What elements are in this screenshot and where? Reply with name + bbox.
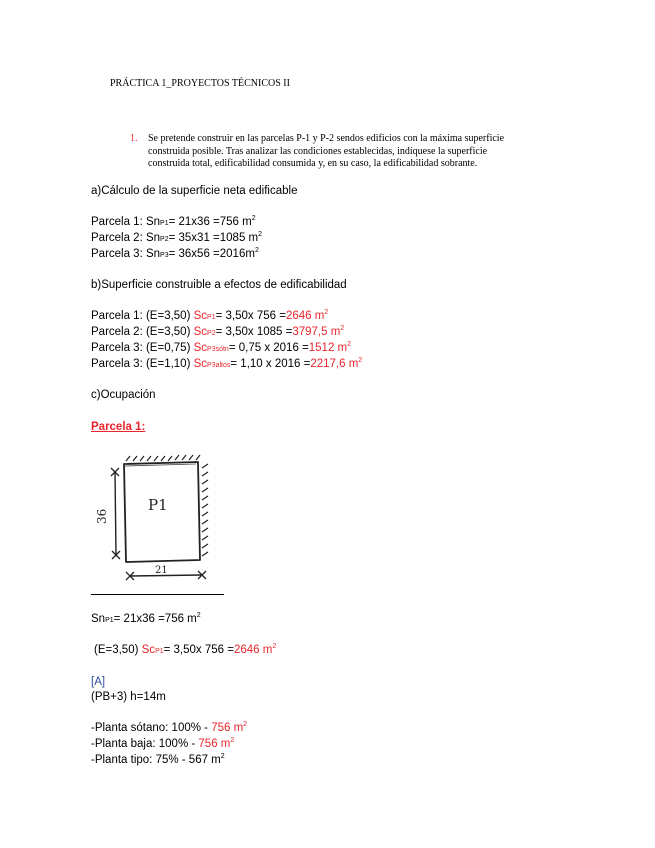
- floor-sup: 2: [220, 753, 225, 761]
- row-sc: Sc: [193, 326, 208, 338]
- section-b-row-1: [91, 310, 328, 322]
- row-expr: = 1,10 x 2016 =: [230, 358, 311, 370]
- section-a-row-2: [91, 232, 262, 244]
- floor-label: -Planta tipo: 75% - 567 m: [91, 754, 221, 766]
- row-label: Parcela 2: (E=3,50): [91, 326, 191, 338]
- row-sub: P3: [160, 252, 169, 259]
- section-c-heading: c)Ocupación: [91, 389, 156, 401]
- tag-a: [A]: [91, 676, 106, 688]
- question-text: [148, 133, 504, 171]
- floor-value: 756 m: [211, 722, 244, 734]
- row-label: Parcela 2: Sn: [91, 232, 161, 244]
- row-sc: Sc: [193, 310, 208, 322]
- row-result: 2646 m: [285, 310, 325, 322]
- sn-sub: P1: [105, 617, 114, 624]
- row-label: Parcela 3: Sn: [91, 248, 161, 260]
- sc-expr: = 3,50x 756 =: [163, 644, 234, 656]
- row-label: Parcela 1: Sn: [91, 216, 161, 228]
- floor-label: -Planta sótano: 100% -: [91, 722, 212, 734]
- row-sub: P2: [207, 330, 216, 337]
- row-sub: P1: [207, 314, 216, 321]
- sc-sub: P1: [155, 648, 164, 655]
- parcela1-heading: Parcela 1:: [91, 421, 146, 433]
- parcela1-sc: [94, 644, 276, 656]
- floor-row-tipo: [91, 754, 225, 766]
- section-b-row-4: [91, 358, 362, 370]
- section-b-row-3: [91, 342, 351, 354]
- row-sup: 2: [258, 231, 263, 239]
- sc-sup: 2: [272, 643, 277, 651]
- section-a-row-3: [91, 248, 259, 260]
- sn-expr: = 21x36 =756 m: [113, 613, 197, 625]
- row-sup: 2: [251, 215, 256, 223]
- sc-symbol: Sc: [141, 644, 156, 656]
- row-sub: P1: [160, 220, 169, 227]
- floor-row-sotano: [91, 722, 247, 734]
- sc-result: 2646 m: [233, 644, 273, 656]
- divider: [91, 594, 224, 595]
- row-sup: 2: [358, 357, 363, 365]
- row-sup: 2: [347, 341, 352, 349]
- sn-sup: 2: [196, 612, 201, 620]
- row-sub: P3altos: [207, 362, 231, 369]
- row-sup: 2: [340, 325, 345, 333]
- row-expr: = 21x36 =756 m: [168, 216, 252, 228]
- floor-sup: 2: [243, 721, 248, 729]
- row-label: Parcela 3: (E=0,75): [91, 342, 191, 354]
- row-sub: P3sótn: [207, 346, 229, 353]
- page-title: PRÁCTICA 1_PROYECTOS TÉCNICOS II: [110, 78, 290, 89]
- floor-row-baja: [91, 738, 234, 750]
- floor-label: -Planta baja: 100% -: [91, 738, 199, 750]
- row-expr: = 3,50x 1085 =: [215, 326, 293, 338]
- row-result: 3797,5 m: [292, 326, 341, 338]
- row-expr: = 0,75 x 2016 =: [228, 342, 309, 354]
- row-result: 1512 m: [308, 342, 348, 354]
- sc-label: (E=3,50): [94, 644, 139, 656]
- section-b-heading: b)Superficie construible a efectos de edificabilidad: [91, 279, 347, 291]
- sn-label: Sn: [91, 613, 106, 625]
- row-sup: 2: [324, 309, 329, 317]
- section-a-heading: a)Cálculo de la superficie neta edificable: [91, 185, 298, 197]
- row-expr: = 36x56 =2016m: [168, 248, 255, 260]
- row-expr: = 3,50x 756 =: [215, 310, 286, 322]
- floor-sup: 2: [230, 737, 235, 745]
- question-number: 1.: [130, 133, 138, 144]
- height-line: (PB+3) h=14m: [91, 691, 166, 703]
- section-a-row-1: [91, 216, 256, 228]
- sketch-width-label: 21: [155, 565, 168, 576]
- sketch-height-label: 36: [95, 508, 109, 524]
- floor-value: 756 m: [198, 738, 231, 750]
- question-line: Se pretende construir en las parcelas P-1 y P-2 sendos edificios con la máxima superficie: [148, 133, 505, 144]
- row-expr: = 35x31 =1085 m: [168, 232, 259, 244]
- row-sc: Sc: [193, 342, 208, 354]
- row-label: Parcela 1: (E=3,50): [91, 310, 191, 322]
- row-label: Parcela 3: (E=1,10): [91, 358, 191, 370]
- row-result: 2217,6 m: [310, 358, 359, 370]
- plot-sketch: [90, 452, 220, 587]
- section-b-row-2: [91, 326, 344, 338]
- question-line: construida total, edificabilidad consumida y, en su caso, la edificabilidad sobrante.: [148, 158, 478, 169]
- sketch-plot-label: P1: [148, 496, 168, 514]
- parcela1-sn: [91, 613, 201, 625]
- question-line: construida posible. Tras analizar las condiciones establecidas, indíquese la superficie: [148, 145, 488, 157]
- row-sc: Sc: [193, 358, 208, 370]
- row-sub: P2: [160, 236, 169, 243]
- row-sup: 2: [254, 247, 259, 255]
